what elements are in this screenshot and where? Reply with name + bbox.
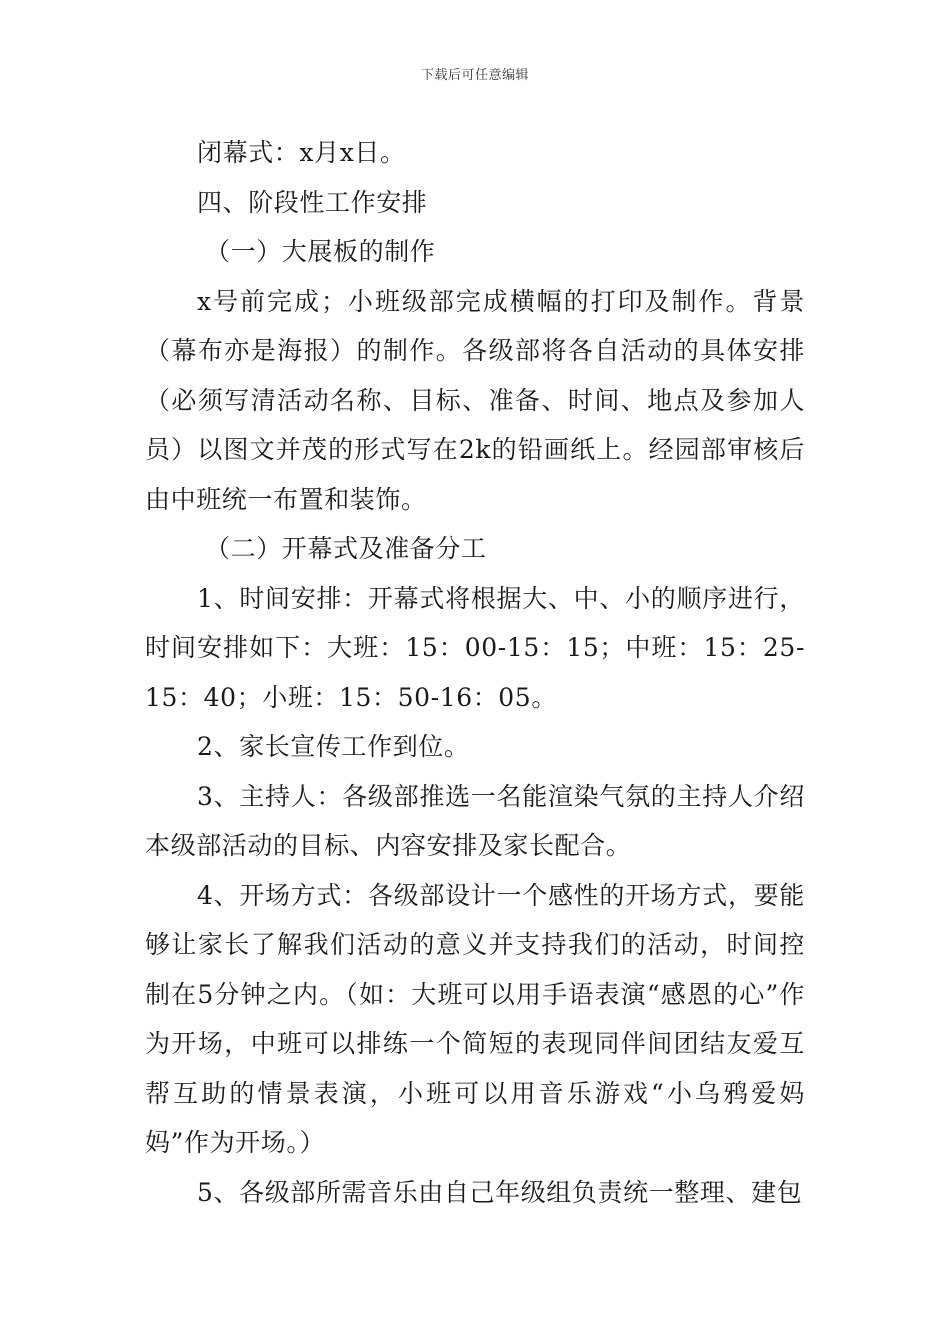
paragraph-parent-publicity: 2、家长宣传工作到位。 [197,732,470,761]
paragraph-host: 3、主持人：各级部推选一名能渲染气氛的主持人介绍本级部活动的目标、内容安排及家长配合。 [145,781,805,860]
paragraph-time-schedule: 1、时间安排：开幕式将根据大、中、小的顺序进行，时间安排如下：大班：15：00-15：15；中班：15：25-15：40；小班：15：50-16：05。 [145,583,805,712]
subsection-heading-opening-ceremony: （二）开幕式及准备分工 [205,534,487,563]
subsection-heading-display-board: （一）大展板的制作 [205,237,436,266]
paragraph-opening-style: 4、开场方式：各级部设计一个感性的开场方式，要能够让家长了解我们活动的意义并支持我们的活动，时间控制在5分钟之内。（如：大班可以用手语表演“感恩的心”作为开场，中班可以排练一个简短的表现同伴间团结友爱互帮互助的情景表演，小班可以用音乐游戏“小乌鸦爱妈妈”作为开场。） [145,880,805,1157]
document-body [145,128,805,1217]
page-header: 下载后可任意编辑 [420,68,529,83]
section-heading-stage-work: 四、阶段性工作安排 [197,187,428,217]
paragraph-display-board: x号前完成；小班级部完成横幅的打印及制作。背景（幕布亦是海报）的制作。各级部将各自活动的具体安排（必须写清活动名称、目标、准备、时间、地点及参加人员）以图文并茂的形式写在2k的铅画纸上。经园部审核后由中班统一布置和装饰。 [145,286,805,514]
paragraph-music: 5、各级部所需音乐由自己年级组负责统一整理、建包 [197,1177,803,1207]
paragraph-closing-ceremony: 闭幕式：x月x日。 [197,138,406,167]
